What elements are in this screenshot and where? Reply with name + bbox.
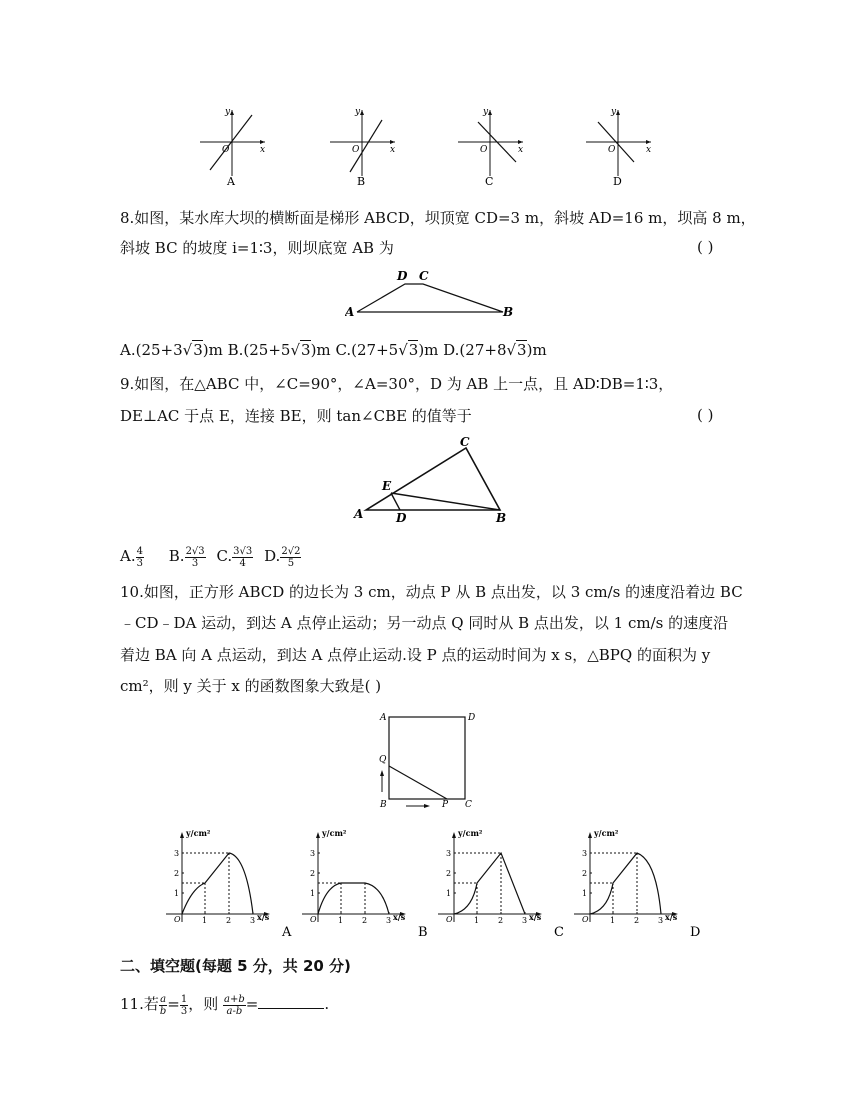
- q11-frac-third: $\frac{1}{3}$: [180, 993, 188, 1017]
- q7-label-a: A: [227, 175, 235, 188]
- q7-label-d: D: [613, 175, 622, 188]
- svg-text:1: 1: [338, 916, 344, 925]
- svg-text:3: 3: [446, 849, 452, 858]
- svg-text:2: 2: [582, 869, 588, 878]
- q10d-xlabel: x/s: [665, 912, 678, 922]
- section-title: 二、填空题(每题 5 分，共 20 分): [120, 957, 351, 975]
- q8-pt-d: D: [397, 269, 408, 283]
- q7b-y-label: y: [355, 107, 361, 117]
- svg-text:2: 2: [362, 916, 368, 925]
- q7a-y-label: y: [225, 107, 231, 117]
- q10-graph-label-a: A: [282, 925, 292, 940]
- q9-option-a: A. $\frac{4}{3}$: [120, 545, 143, 569]
- svg-text:1: 1: [310, 889, 316, 898]
- q10c-xlabel: x/s: [529, 912, 542, 922]
- q9-triangle-figure: [350, 434, 515, 526]
- q11-frac-expr: $\frac{a+b}{a-b}$: [224, 993, 245, 1017]
- q10-line1: 10.如图，正方形 ABCD 的边长为 3 cm，动点 P 从 B 点出发，以 3 cm/s 的速度沿着边 BC: [120, 583, 743, 601]
- q8-option-a: A.(25+3√3)m: [120, 341, 223, 359]
- q7d-origin: O: [608, 145, 616, 155]
- svg-text:1: 1: [174, 889, 180, 898]
- q10b-ylabel: y/cm²: [322, 828, 347, 838]
- q7a-origin: O: [222, 145, 230, 155]
- svg-text:O: O: [174, 915, 181, 924]
- q10-square-figure: [372, 708, 484, 812]
- q10-sq-b: B: [380, 800, 387, 810]
- q9-options: [120, 542, 307, 570]
- svg-text:2: 2: [226, 916, 232, 925]
- svg-text:3: 3: [174, 849, 180, 858]
- q10-sq-a: A: [380, 713, 387, 723]
- q9-pt-d: D: [396, 511, 407, 525]
- q9-pt-e: E: [382, 479, 392, 493]
- q7-option-graphs: [190, 100, 670, 195]
- q9-option-c: C. $\frac{3√3}{4}$: [216, 545, 253, 569]
- svg-text:3: 3: [582, 849, 588, 858]
- svg-text:2: 2: [310, 869, 316, 878]
- q10b-xlabel: x/s: [393, 912, 406, 922]
- q10-graph-c: [438, 828, 564, 940]
- q10-sq-d: D: [468, 713, 476, 723]
- q7-graph-d: [586, 107, 651, 188]
- q9-option-d: D. $\frac{2√2}{5}$: [264, 545, 301, 569]
- svg-text:1: 1: [474, 916, 480, 925]
- svg-text:2: 2: [174, 869, 180, 878]
- q7a-x-label: x: [260, 145, 266, 155]
- q10-graphs: [160, 826, 720, 941]
- q7b-origin: O: [352, 145, 360, 155]
- q9-pt-b: B: [496, 511, 507, 525]
- svg-text:3: 3: [658, 916, 664, 925]
- svg-text:O: O: [310, 915, 317, 924]
- q8-option-c: C.(27+5√3)m: [335, 341, 439, 359]
- q11-frac-ab: $\frac{a}{b}$: [159, 993, 167, 1017]
- q8-answer-paren: ( ): [697, 238, 714, 256]
- q10-graph-label-b: B: [418, 925, 428, 940]
- svg-text:1: 1: [610, 916, 616, 925]
- q7-graph-b: [330, 107, 395, 188]
- svg-text:1: 1: [446, 889, 452, 898]
- q8-line2: 斜坡 BC 的坡度 i=1∶3，则坝底宽 AB 为: [120, 239, 394, 257]
- q9-pt-c: C: [460, 435, 470, 449]
- q10-sq-q: Q: [379, 755, 387, 765]
- q7-label-b: B: [357, 175, 366, 188]
- svg-text:2: 2: [634, 916, 640, 925]
- svg-text:1: 1: [582, 889, 588, 898]
- q9-line2: DE⊥AC 于点 E，连接 BE，则 tan∠CBE 的值等于: [120, 407, 472, 425]
- q9-answer-paren: ( ): [697, 406, 714, 424]
- q8-option-b: B.(25+5√3)m: [227, 341, 331, 359]
- q7c-y-label: y: [483, 107, 489, 117]
- q7c-x-label: x: [518, 145, 524, 155]
- q10a-ylabel: y/cm²: [186, 828, 211, 838]
- q10-line2: ﹣CD﹣DA 运动，到达 A 点停止运动；另一动点 Q 同时从 B 点出发，以 1 cm/s 的速度沿: [120, 614, 729, 632]
- q10-line3: 着边 BA 向 A 点运动，到达 A 点停止运动.设 P 点的运动时间为 x s，△BPQ 的面积为 y: [120, 646, 711, 664]
- q8-pt-b: B: [503, 305, 514, 319]
- q10c-ylabel: y/cm²: [458, 828, 483, 838]
- q10-line4: cm²，则 y 关于 x 的函数图象大致是( ): [120, 677, 382, 695]
- svg-text:3: 3: [310, 849, 316, 858]
- q10-sq-c: C: [465, 800, 472, 810]
- q10-graph-a: [166, 828, 292, 940]
- svg-text:O: O: [446, 915, 453, 924]
- q10-graph-d: [574, 828, 700, 940]
- q9-option-b: B. $\frac{2√3}{3}$: [168, 545, 205, 569]
- q8-pt-a: A: [345, 305, 355, 319]
- svg-text:1: 1: [202, 916, 208, 925]
- q7c-origin: O: [480, 145, 488, 155]
- svg-text:3: 3: [386, 916, 392, 925]
- svg-text:O: O: [582, 915, 589, 924]
- q7-graph-c: [458, 107, 523, 188]
- q11-answer-blank[interactable]: [258, 994, 324, 1009]
- q10-graph-b: [302, 828, 428, 940]
- q9-pt-a: A: [354, 507, 364, 521]
- q7d-y-label: y: [611, 107, 617, 117]
- q8-pt-c: C: [419, 269, 429, 283]
- q10-graph-label-c: C: [554, 925, 564, 940]
- q10a-xlabel: x/s: [257, 912, 270, 922]
- q7-label-c: C: [485, 175, 494, 188]
- q11-line: 11.若 $\frac{a}{b}$ = $\frac{1}{3}$ ，则 $\frac{a+b}{a-b}$ = .: [120, 993, 330, 1017]
- svg-text:3: 3: [522, 916, 528, 925]
- svg-text:2: 2: [446, 869, 452, 878]
- q8-line1: 8.如图，某水库大坝的横断面是梯形 ABCD，坝顶宽 CD=3 m，斜坡 AD=16 m，坝高 8 m，: [120, 209, 756, 227]
- q8-options: [120, 340, 547, 360]
- q7b-x-label: x: [390, 145, 396, 155]
- q7d-x-label: x: [646, 145, 652, 155]
- svg-text:2: 2: [498, 916, 504, 925]
- q10-sq-p: P: [442, 800, 449, 810]
- q7-graph-a: [200, 107, 265, 188]
- q9-line1: 9.如图，在△ABC 中，∠C=90°，∠A=30°，D 为 AB 上一点，且 AD∶DB=1∶3，: [120, 375, 674, 393]
- q10-graph-label-d: D: [690, 925, 701, 940]
- svg-text:3: 3: [250, 916, 256, 925]
- q10d-ylabel: y/cm²: [594, 828, 619, 838]
- q8-option-d: D.(27+8√3)m: [443, 341, 547, 359]
- q8-trapezoid-figure: [345, 266, 515, 322]
